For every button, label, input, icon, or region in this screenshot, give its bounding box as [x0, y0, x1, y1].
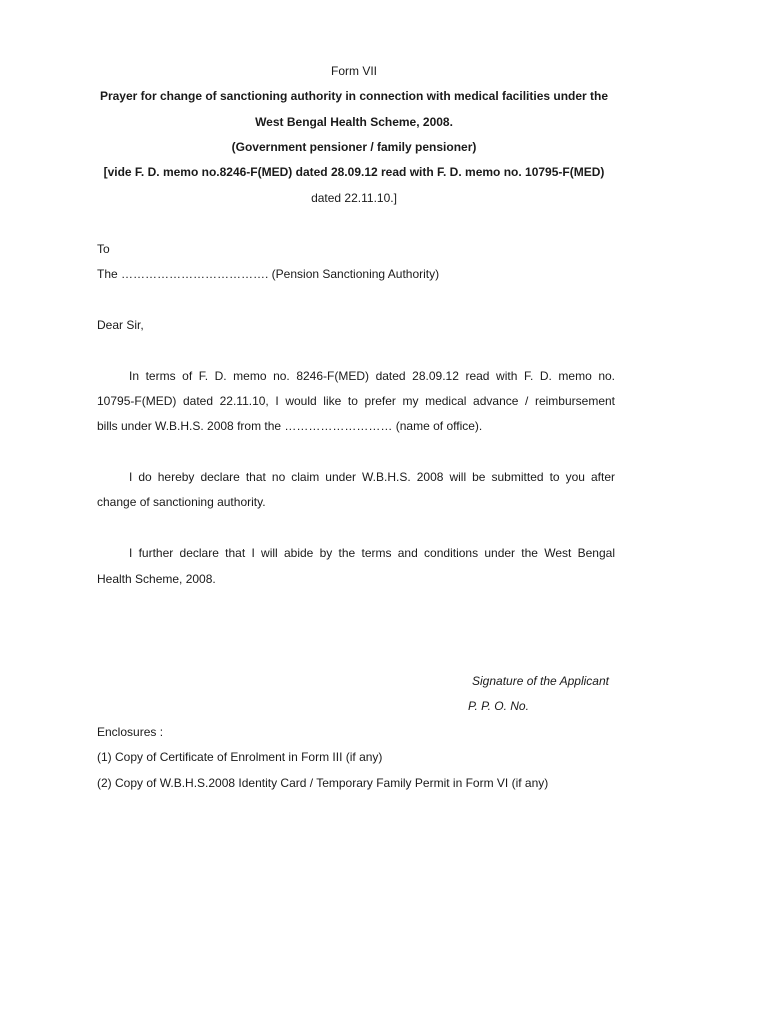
memo-reference-line-1: [vide F. D. memo no.8246-F(MED) dated 28.09.12 read with F. D. memo no. 10795-F(MED)	[103, 165, 605, 179]
form-subtitle: (Government pensioner / family pensioner)	[231, 140, 477, 154]
form-title-line-1: Prayer for change of sanctioning authority in connection with medical facilities under the	[99, 89, 609, 103]
paragraph-2-line-2: change of sanctioning authority.	[97, 495, 266, 509]
address-to: To	[97, 242, 110, 256]
paragraph-1-line-3: bills under W.B.H.S. 2008 from the ……………………… (name of office).	[97, 419, 483, 433]
paragraph-3-line-2: Health Scheme, 2008.	[97, 572, 216, 586]
enclosure-item-1: (1) Copy of Certificate of Enrolment in Form III (if any)	[97, 750, 383, 764]
address-authority: The ………………………………. (Pension Sanctioning Authority)	[97, 267, 440, 281]
paragraph-1-line-2: 10795-F(MED) dated 22.11.10, I would like to prefer my medical advance / reimbursement	[97, 394, 615, 408]
form-number: Form VII	[330, 64, 377, 78]
enclosure-item-2: (2) Copy of W.B.H.S.2008 Identity Card / Temporary Family Permit in Form VI (if any)	[97, 776, 549, 790]
ppo-number-label: P. P. O. No.	[468, 699, 529, 713]
paragraph-3-line-1: I further declare that I will abide by the terms and conditions under the West Bengal	[129, 546, 615, 560]
form-title-line-2: West Bengal Health Scheme, 2008.	[255, 115, 453, 129]
salutation: Dear Sir,	[97, 318, 144, 332]
enclosures-heading: Enclosures :	[97, 725, 164, 739]
paragraph-1-line-1: In terms of F. D. memo no. 8246-F(MED) dated 28.09.12 read with F. D. memo no.	[129, 369, 615, 383]
paragraph-2-line-1: I do hereby declare that no claim under W.B.H.S. 2008 will be submitted to you after	[129, 470, 615, 484]
signature-label: Signature of the Applicant	[472, 674, 609, 688]
memo-reference-line-2: dated 22.11.10.]	[311, 191, 397, 205]
